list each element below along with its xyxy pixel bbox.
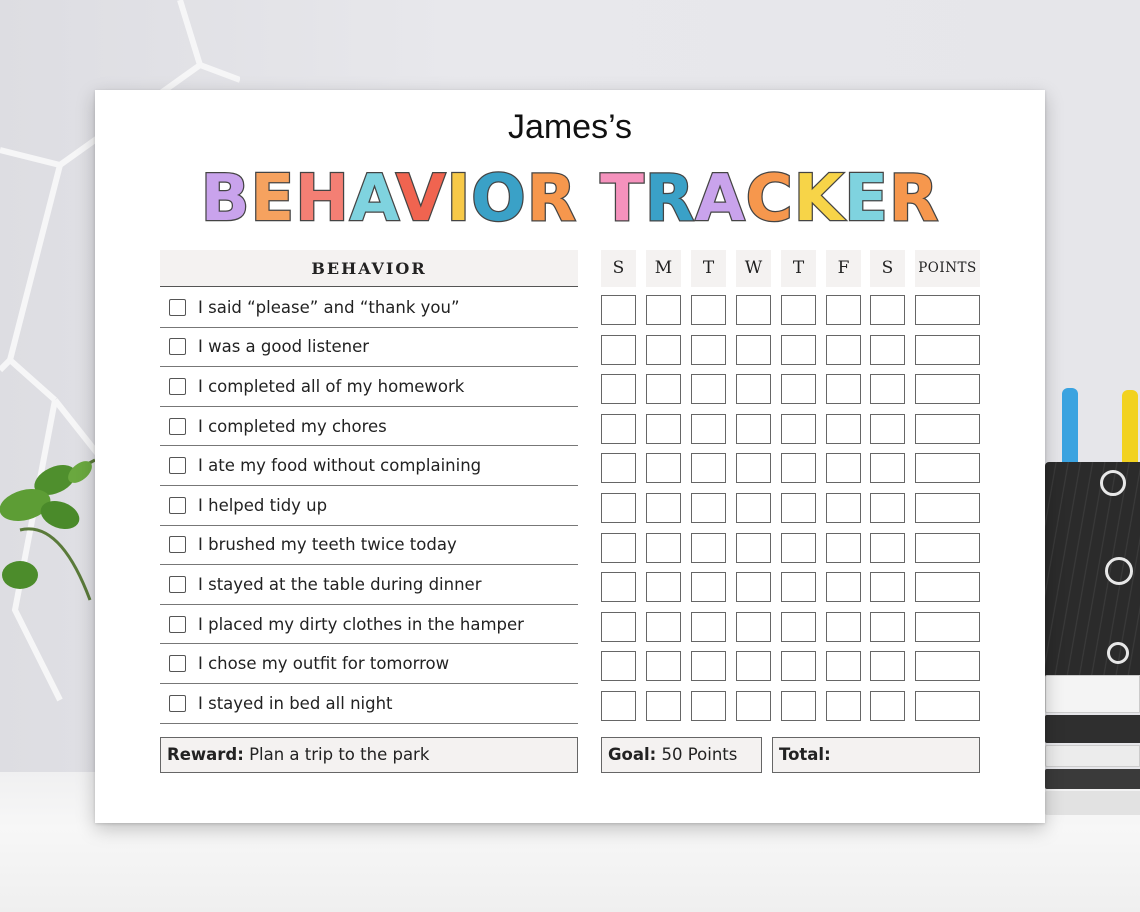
day-cell[interactable] — [781, 691, 816, 721]
day-cell[interactable] — [870, 335, 905, 365]
behavior-row — [160, 526, 578, 566]
day-cell[interactable] — [646, 414, 681, 444]
day-cell[interactable] — [870, 295, 905, 325]
day-cell[interactable] — [870, 612, 905, 642]
behavior-row — [160, 446, 578, 486]
plant-decoration — [0, 450, 110, 610]
day-cell[interactable] — [826, 533, 861, 563]
behavior-row — [160, 565, 578, 605]
behavior-label: I completed my chores — [198, 416, 387, 436]
behavior-tracker-sheet — [95, 90, 1045, 823]
behavior-list — [160, 288, 578, 724]
day-cell[interactable] — [646, 374, 681, 404]
day-cell[interactable] — [826, 572, 861, 602]
behavior-label: I ate my food without complaining — [198, 456, 482, 476]
points-header: POINTS — [915, 250, 980, 287]
points-cell[interactable] — [915, 414, 980, 444]
day-cell[interactable] — [691, 493, 726, 523]
day-header: T — [781, 250, 816, 287]
behavior-column-header: BEHAVIOR — [160, 250, 578, 287]
day-cell[interactable] — [826, 414, 861, 444]
day-cell[interactable] — [691, 572, 726, 602]
title-letter: E — [250, 162, 296, 236]
title-letter — [577, 162, 600, 236]
day-cell[interactable] — [691, 295, 726, 325]
day-cell[interactable] — [781, 295, 816, 325]
day-cell[interactable] — [781, 533, 816, 563]
title-letter: V — [395, 162, 447, 236]
points-cell[interactable] — [915, 295, 980, 325]
day-header: W — [736, 250, 771, 287]
day-cell[interactable] — [646, 612, 681, 642]
behavior-checkbox[interactable] — [169, 655, 186, 672]
behavior-checkbox[interactable] — [169, 616, 186, 633]
day-cell[interactable] — [736, 493, 771, 523]
behavior-checkbox[interactable] — [169, 418, 186, 435]
day-cell[interactable] — [826, 612, 861, 642]
day-cell[interactable] — [691, 414, 726, 444]
day-cell[interactable] — [601, 453, 636, 483]
points-cell[interactable] — [915, 572, 980, 602]
day-cell[interactable] — [781, 335, 816, 365]
day-cell[interactable] — [736, 414, 771, 444]
points-cell[interactable] — [915, 374, 980, 404]
total-box — [772, 737, 980, 773]
pen-cup-decoration — [1045, 462, 1140, 687]
day-cell[interactable] — [826, 651, 861, 681]
day-cell[interactable] — [691, 651, 726, 681]
title-letter: T — [600, 162, 645, 236]
reward-value: Plan a trip to the park — [249, 745, 430, 764]
day-cell[interactable] — [870, 374, 905, 404]
behavior-checkbox[interactable] — [169, 497, 186, 514]
behavior-row — [160, 288, 578, 328]
behavior-row — [160, 644, 578, 684]
behavior-label: I chose my outfit for tomorrow — [198, 654, 450, 674]
yellow-marker-decoration — [1122, 390, 1138, 470]
blue-marker-decoration — [1062, 388, 1078, 468]
behavior-tracker-title — [95, 164, 1045, 234]
day-cell[interactable] — [826, 295, 861, 325]
day-header: T — [691, 250, 726, 287]
day-cell[interactable] — [646, 453, 681, 483]
day-cell[interactable] — [601, 572, 636, 602]
day-cell[interactable] — [736, 453, 771, 483]
day-cell[interactable] — [870, 572, 905, 602]
title-letter: R — [644, 162, 696, 236]
day-cell[interactable] — [646, 691, 681, 721]
book-stack-decoration — [1045, 675, 1140, 815]
points-cell[interactable] — [915, 335, 980, 365]
day-cell[interactable] — [736, 691, 771, 721]
day-cell[interactable] — [870, 493, 905, 523]
title-letter: I — [446, 162, 472, 236]
day-cell[interactable] — [601, 691, 636, 721]
day-cell[interactable] — [646, 651, 681, 681]
day-cell[interactable] — [781, 651, 816, 681]
behavior-row — [160, 328, 578, 368]
day-cell[interactable] — [826, 374, 861, 404]
behavior-label: I brushed my teeth twice today — [198, 535, 457, 555]
total-label: Total: — [779, 745, 831, 764]
day-cell[interactable] — [826, 493, 861, 523]
day-cell[interactable] — [781, 453, 816, 483]
reward-label: Reward: — [167, 745, 244, 764]
behavior-label: I stayed in bed all night — [198, 693, 393, 713]
behavior-checkbox[interactable] — [169, 576, 186, 593]
day-cell[interactable] — [870, 691, 905, 721]
behavior-checkbox[interactable] — [169, 457, 186, 474]
day-cell[interactable] — [781, 612, 816, 642]
day-cell[interactable] — [646, 493, 681, 523]
behavior-row — [160, 486, 578, 526]
day-cell[interactable] — [601, 651, 636, 681]
day-cell[interactable] — [870, 414, 905, 444]
behavior-row — [160, 684, 578, 724]
day-cell[interactable] — [826, 335, 861, 365]
day-cell[interactable] — [691, 612, 726, 642]
points-cell[interactable] — [915, 533, 980, 563]
day-cell[interactable] — [781, 374, 816, 404]
day-cell[interactable] — [646, 295, 681, 325]
day-header: S — [601, 250, 636, 287]
day-cell[interactable] — [601, 295, 636, 325]
behavior-label: I said “please” and “thank you” — [198, 297, 460, 317]
day-cell[interactable] — [601, 335, 636, 365]
behavior-label: I stayed at the table during dinner — [198, 574, 482, 594]
day-cell[interactable] — [781, 493, 816, 523]
day-cell[interactable] — [870, 453, 905, 483]
points-cell[interactable] — [915, 651, 980, 681]
behavior-row — [160, 367, 578, 407]
behavior-row — [160, 605, 578, 645]
behavior-label: I completed all of my homework — [198, 376, 465, 396]
day-cell[interactable] — [646, 572, 681, 602]
day-cell[interactable] — [736, 651, 771, 681]
day-cell[interactable] — [601, 533, 636, 563]
title-letter: E — [844, 162, 890, 236]
points-cell[interactable] — [915, 493, 980, 523]
title-letter: B — [200, 162, 251, 236]
day-cell[interactable] — [826, 691, 861, 721]
behavior-label: I helped tidy up — [198, 495, 328, 515]
day-cell[interactable] — [736, 612, 771, 642]
behavior-checkbox[interactable] — [169, 536, 186, 553]
day-cell[interactable] — [691, 335, 726, 365]
title-letter: H — [295, 162, 350, 236]
behavior-label: I was a good listener — [198, 337, 370, 357]
behavior-checkbox[interactable] — [169, 378, 186, 395]
title-letter: O — [471, 162, 527, 236]
day-cell[interactable] — [691, 691, 726, 721]
day-cell[interactable] — [826, 453, 861, 483]
title-letter: C — [745, 162, 794, 236]
day-cell[interactable] — [736, 572, 771, 602]
day-cell[interactable] — [601, 493, 636, 523]
day-cell[interactable] — [870, 533, 905, 563]
day-cell[interactable] — [691, 374, 726, 404]
day-cell[interactable] — [691, 453, 726, 483]
reward-box — [160, 737, 578, 773]
day-cell[interactable] — [781, 572, 816, 602]
points-cell[interactable] — [915, 691, 980, 721]
goal-box — [601, 737, 762, 773]
day-cell[interactable] — [736, 533, 771, 563]
day-cell[interactable] — [646, 335, 681, 365]
day-cell[interactable] — [781, 414, 816, 444]
day-cell[interactable] — [601, 414, 636, 444]
day-header: F — [826, 250, 861, 287]
behavior-row — [160, 407, 578, 447]
day-cell[interactable] — [646, 533, 681, 563]
day-cell[interactable] — [736, 374, 771, 404]
behavior-label: I placed my dirty clothes in the hamper — [198, 614, 524, 634]
behavior-checkbox[interactable] — [169, 695, 186, 712]
day-cell[interactable] — [870, 651, 905, 681]
title-letter: A — [695, 162, 746, 236]
day-cell[interactable] — [601, 612, 636, 642]
day-cell[interactable] — [736, 295, 771, 325]
day-cell[interactable] — [601, 374, 636, 404]
behavior-checkbox[interactable] — [169, 299, 186, 316]
day-cell[interactable] — [691, 533, 726, 563]
title-letter: A — [349, 162, 396, 236]
day-cell[interactable] — [736, 335, 771, 365]
points-cell[interactable] — [915, 612, 980, 642]
goal-value: 50 Points — [661, 745, 738, 764]
day-header: S — [870, 250, 905, 287]
day-header: M — [646, 250, 681, 287]
title-letter: R — [526, 162, 577, 236]
child-name: James’s — [507, 108, 633, 146]
behavior-checkbox[interactable] — [169, 338, 186, 355]
title-letter: K — [793, 162, 845, 236]
points-cell[interactable] — [915, 453, 980, 483]
title-letter: R — [889, 162, 940, 236]
goal-label: Goal: — [608, 745, 657, 764]
